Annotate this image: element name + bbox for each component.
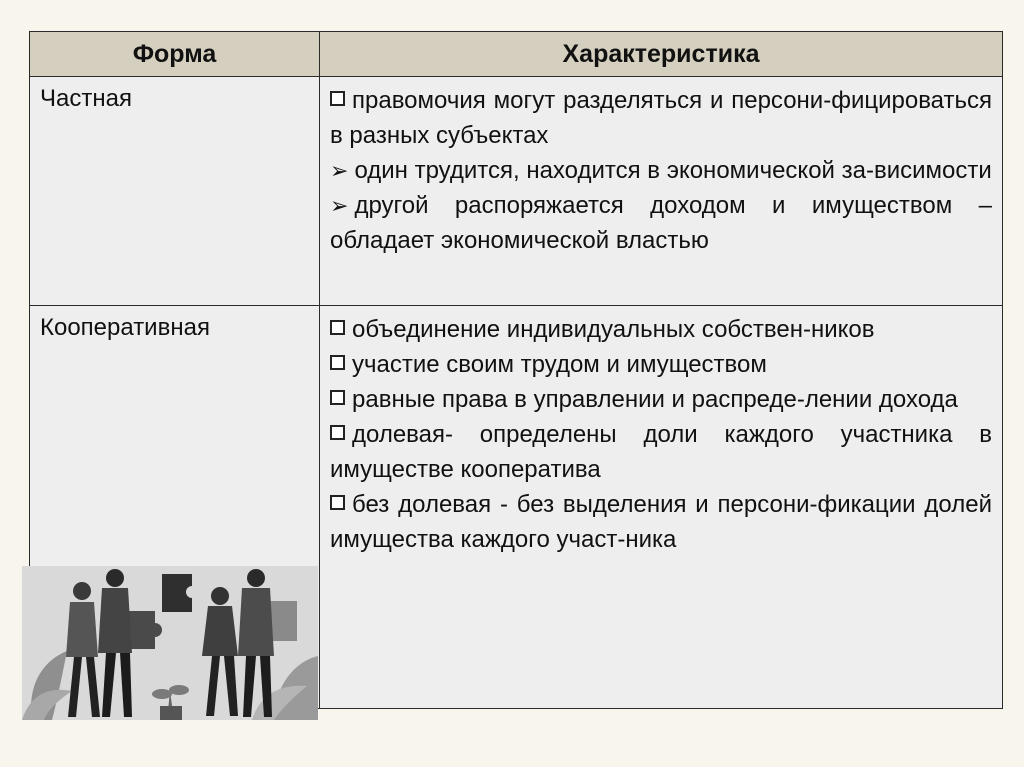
list-item bbox=[330, 153, 992, 188]
checkbox-bullet-icon bbox=[330, 495, 345, 510]
checkbox-bullet-icon bbox=[330, 91, 345, 106]
header-characteristic: Характеристика bbox=[320, 32, 1003, 77]
characteristic-cell bbox=[320, 306, 1003, 709]
item-text: участие своим трудом и имуществом bbox=[352, 351, 767, 378]
arrow-bullet-icon: ➢ bbox=[330, 158, 349, 183]
item-text: равные права в управлении и распреде-лении дохода bbox=[352, 386, 958, 413]
characteristic-cell bbox=[320, 77, 1003, 306]
list-item bbox=[330, 487, 992, 557]
arrow-bullet-icon: ➢ bbox=[330, 193, 349, 218]
list-item bbox=[330, 312, 992, 347]
table-header-row bbox=[30, 32, 1003, 77]
item-text: другой распоряжается доходом и имуществом – обладает экономической властью bbox=[330, 192, 992, 254]
list-item bbox=[330, 188, 992, 258]
checkbox-bullet-icon bbox=[330, 320, 345, 335]
item-text: долевая- определены доли каждого участника в имуществе кооператива bbox=[330, 421, 992, 483]
form-cell: Частная bbox=[30, 77, 320, 306]
table-row bbox=[30, 77, 1003, 306]
list-item bbox=[330, 417, 992, 487]
header-form: Форма bbox=[30, 32, 320, 77]
checkbox-bullet-icon bbox=[330, 425, 345, 440]
item-text: один трудится, находится в экономической за-висимости bbox=[354, 157, 992, 184]
illustration-svg bbox=[22, 566, 318, 720]
list-item bbox=[330, 382, 992, 417]
list-item bbox=[330, 83, 992, 153]
people-assembling-puzzle-illustration bbox=[22, 566, 318, 720]
item-text: правомочия могут разделяться и персони-фицироваться в разных субъектах bbox=[330, 87, 992, 149]
item-text: без долевая - без выделения и персони-фикации долей имущества каждого участ-ника bbox=[330, 491, 992, 553]
list-item bbox=[330, 347, 992, 382]
form-cell: Кооперативная bbox=[30, 306, 320, 709]
checkbox-bullet-icon bbox=[330, 355, 345, 370]
checkbox-bullet-icon bbox=[330, 390, 345, 405]
item-text: объединение индивидуальных собствен-ников bbox=[352, 316, 875, 343]
